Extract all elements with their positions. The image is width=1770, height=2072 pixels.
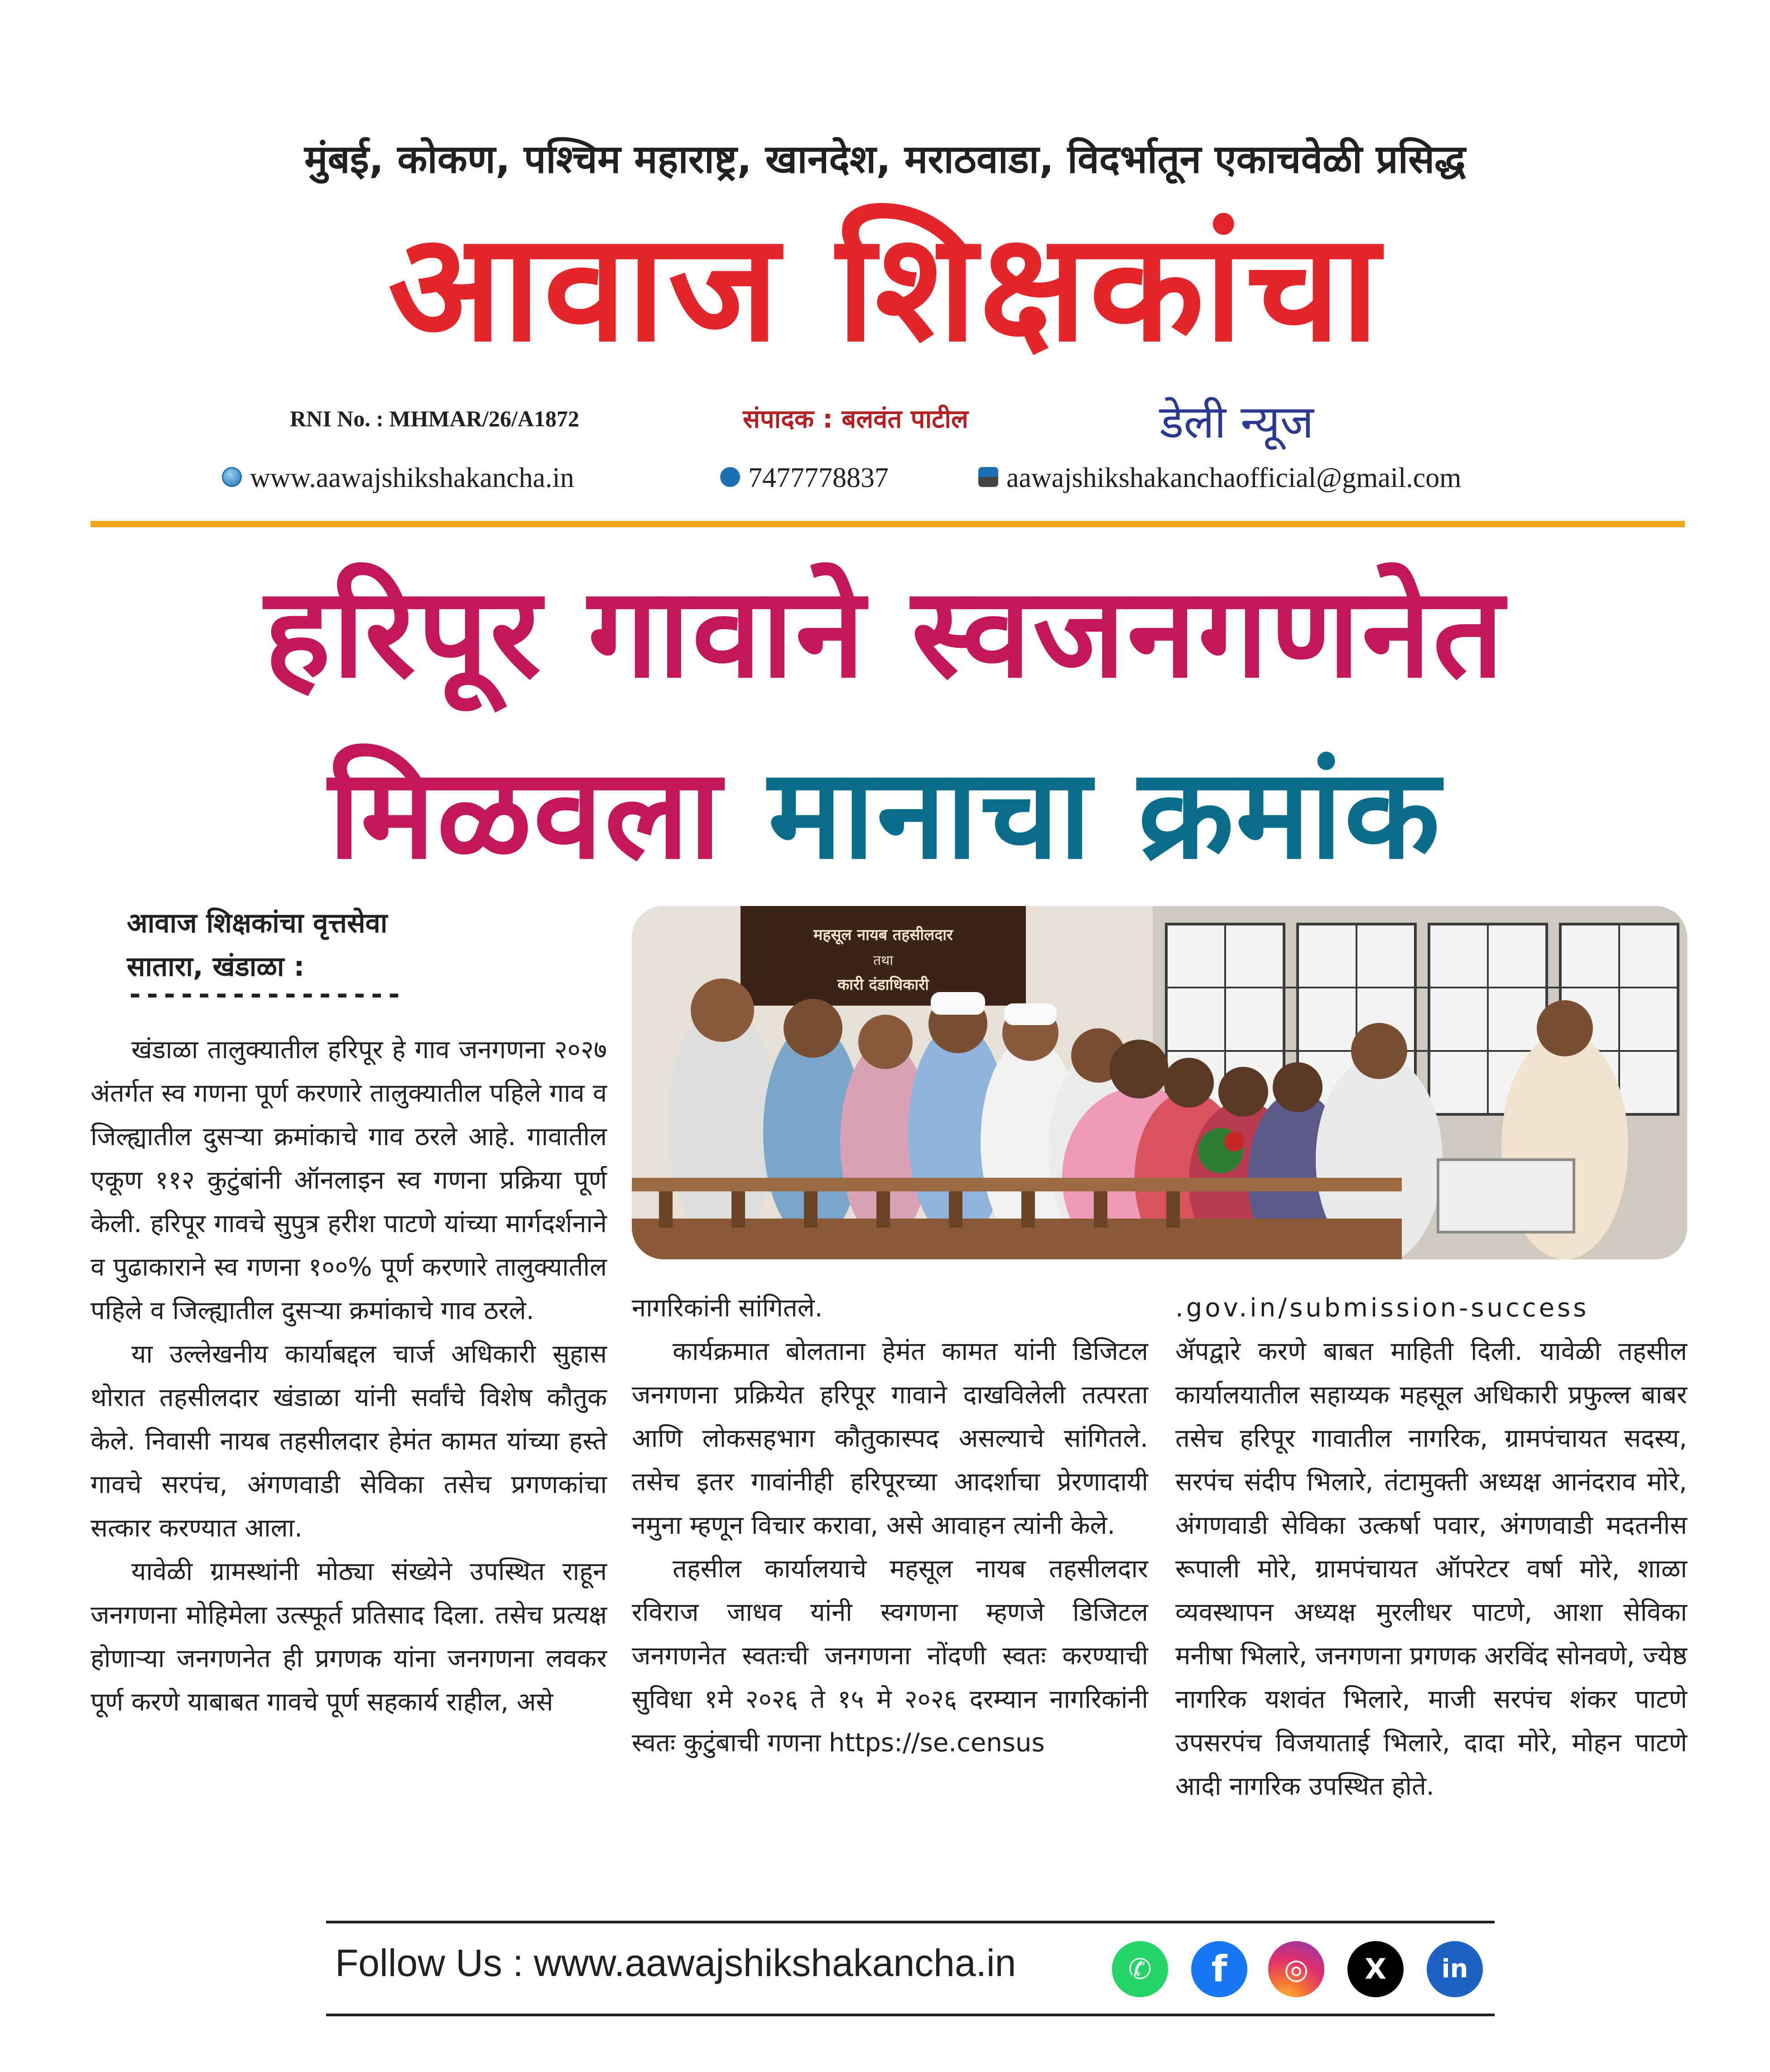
email-text[interactable]: aawajshikshakanchaofficial@gmail.com [1006,463,1462,493]
globe-icon [222,467,242,487]
phone-contact[interactable] [720,462,889,494]
whatsapp-icon[interactable]: ✆ [1112,1941,1168,1997]
headline-line1: हरिपूर गावाने स्वजनगणनेत [264,560,1506,705]
headline-line2 [0,742,1770,887]
mail-icon [978,467,998,487]
paragraph: यावेळी ग्रामस्थांनी मोठ्या संख्येने उपस्थित राहून जनगणना मोहिमेला उत्स्फूर्त प्रतिसाद दिला. तसेच प्रत्यक्ष होणाऱ्या जनगणनेत ही प्रगणक यांना जनगणना लवकर पूर्ण करणे याबाबत गावचे पूर्ण सहकार्य राहील, असे [91,1557,607,1717]
census-url-text[interactable]: .gov.in/submission-success [1175,1293,1589,1323]
masthead-title: आवाज शिक्षकांचा [388,201,1382,375]
phone-text[interactable]: 7477778837 [748,463,889,493]
editor-credit: संपादक : बलवंत पाटील [743,405,968,434]
paragraph: या उल्लेखनीय कार्याबद्दल चार्ज अधिकारी सुहास थोरात तहसीलदार खंडाळा यांनी सर्वांचे विशेष कौतुक केले. निवासी नायब तहसीलदार हेमंत कामत यांच्या हस्ते गावचे सरपंच, अंगणवाडी सेविका तसेच प्रगणकांचा सत्कार करण्यात आला. [91,1340,607,1543]
website-text[interactable]: www.aawajshikshakancha.in [250,463,574,493]
paragraph: नागरिकांनी सांगितले. [632,1293,823,1323]
footer-divider-bottom [326,2014,1495,2016]
rni-number: RNI No. : MHMAR/26/A1872 [290,406,579,431]
email-contact[interactable] [978,462,1462,494]
paragraph: खंडाळा तालुक्यातील हरिपूर हे गाव जनगणना २०२७ अंतर्गत स्व गणना पूर्ण करणारे तालुक्यातील पहिले गाव व जिल्ह्यातील दुसऱ्या क्रमांकाचे गाव ठरले आहे. गावातील एकूण ११२ कुटुंबांनी ऑनलाइन स्व गणना प्रक्रिया पूर्ण केली. हरिपूर गावचे सुपुत्र हरीश पाटणे यांच्या मार्गदर्शनाने व पुढाकाराने स्व गणना १००% पूर्ण करणारे तालुक्यातील पहिले व जिल्ह्यातील दुसऱ्या क्रमांकाचे गाव ठरले. [91,1035,607,1325]
news-service: आवाज शिक्षकांचा वृत्तसेवा [127,907,388,939]
header-divider [91,521,1685,527]
byline [127,901,387,988]
paragraph: तहसील कार्यालयाचे महसूल नायब तहसीलदार रविराज जाधव यांनी स्वगणना म्हणजे डिजिटल जनगणनेत स्वतःची जनगणना नोंदणी स्वतः करण्याची सुविधा १मे २०२६ ते १५ मे २०२६ दरम्यान नागरिकांनी स्वतः कुटुंबाची गणना https://se.census [632,1554,1148,1758]
linkedin-icon[interactable]: in [1427,1941,1483,1997]
sign-line2: तथा [873,953,894,969]
follow-us-text[interactable]: Follow Us : www.aawajshikshakancha.in [335,1942,1016,1984]
sign-line3: कारी दंडाधिकारी [837,976,929,994]
article-column-2 [632,1287,1148,1765]
daily-news-label: डेली न्यूज [1159,395,1314,448]
sign-line1: महसूल नायब तहसीलदार [813,926,953,944]
event-photo [632,906,1687,1259]
dateline: सातारा, खंडाळा : [127,951,305,983]
phone-icon [720,467,740,487]
facebook-icon[interactable]: f [1191,1941,1247,1997]
article-column-3 [1175,1287,1687,1808]
instagram-icon[interactable]: ◎ [1268,1941,1324,1997]
paragraph: ॲपद्वारे करणे बाबत माहिती दिली. यावेळी तहसील कार्यालयातील सहाय्यक महसूल अधिकारी प्रफुल्ल बाबर तसेच हरिपूर गावातील नागरिक, ग्रामपंचायत सदस्य, सरपंच संदीप भिलारे, तंटामुक्ती अध्यक्ष आनंदराव मोरे, अंगणवाडी सेविका उत्कर्षा पवार, अंगणवाडी मदतनीस रूपाली मोरे, ग्रामपंचायत ऑपरेटर वर्षा मोरे, शाळा व्यवस्थापन अध्यक्ष मुरलीधर पाटणे, आशा सेविका मनीषा भिलारे, जनगणना प्रगणक अरविंद सोनवणे, ज्येष्ठ नागरिक यशवंत भिलारे, माजी सरपंच शंकर पाटणे उपसरपंच विजयाताई भिलारे, दादा मोरे, मोहन पाटणे आदी नागरिक उपस्थित होते. [1175,1337,1687,1801]
paragraph: कार्यक्रमात बोलताना हेमंत कामत यांनी डिजिटल जनगणना प्रक्रियेत हरिपूर गावाने दाखविलेली तत्परता आणि लोकसहभाग कौतुकास्पद असल्याचे सांगितले. तसेच इतर गावांनीही हरिपूरच्या आदर्शाचा प्रेरणादायी नमुना म्हणून विचार करावा, असे आवाहन त्यांनी केले. [632,1337,1148,1540]
headline-line2-part1: मिळवला [328,742,723,887]
tagline: मुंबई, कोकण, पश्चिम महाराष्ट्र, खानदेश, मराठवाडा, विदर्भातून एकाचवेळी प्रसिद्ध [304,137,1466,182]
footer-divider-top [326,1921,1495,1923]
byline-separator: ---------------- [127,978,403,1010]
headline-line2-part2: मानाचा क्रमांक [768,742,1442,887]
article-column-1 [91,1028,607,1724]
website-contact[interactable] [222,462,574,494]
x-icon[interactable]: X [1347,1941,1404,1997]
